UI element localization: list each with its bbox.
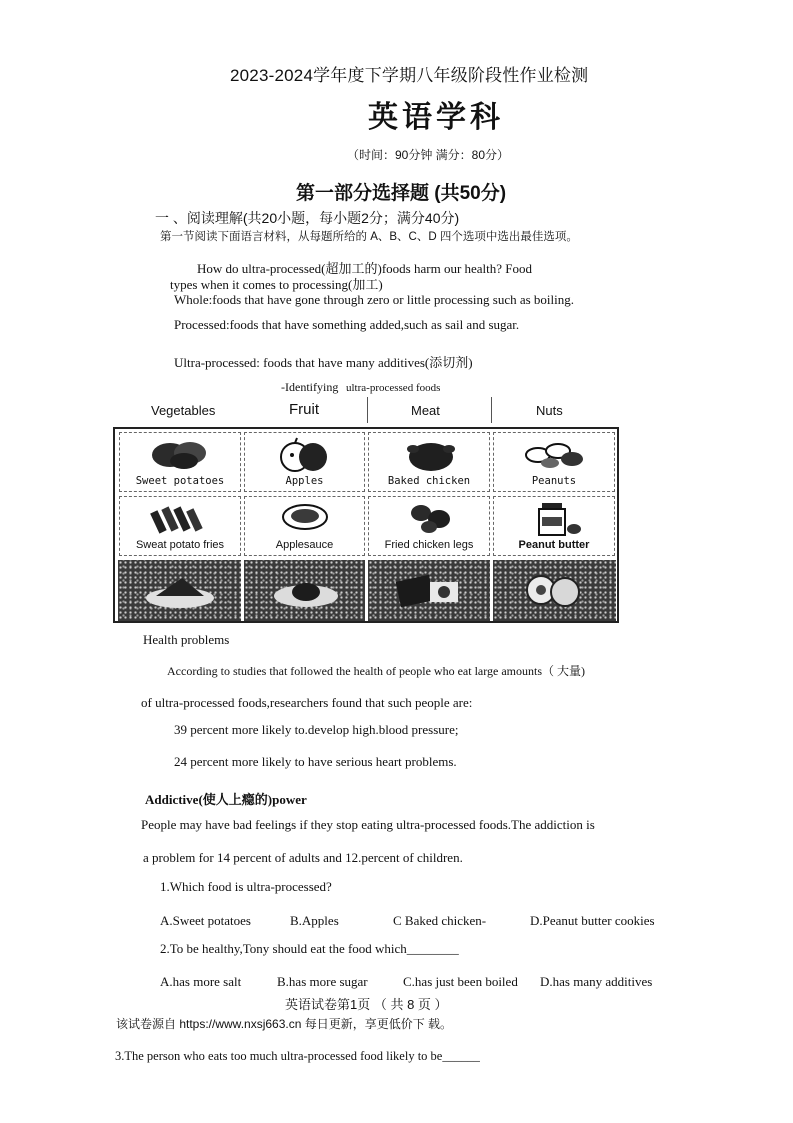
cell-baked-chicken [368, 432, 490, 492]
q1-option-c: C Baked chicken- [393, 913, 487, 928]
part-one-title: 一 、阅读理解(共20小题，每小题2分；满分40分) [155, 210, 460, 226]
exam-header-title: 2023-2024学年度下学期八年级阶段性作业检测 [230, 66, 589, 85]
header-vegetables: Vegetables [151, 403, 216, 418]
fried-chicken-icon [403, 499, 459, 535]
q2-option-a: A.has more salt [160, 974, 242, 989]
q1-option-b: B.Apples [290, 913, 339, 928]
cell-apples [244, 432, 365, 492]
cell-applesauce [244, 496, 365, 556]
addictive-line2: a problem for 14 percent of adults and 12.percent of children. [143, 850, 463, 865]
label-fried-chicken-legs: Fried chicken legs [384, 539, 474, 551]
sweet-potatoes-icon [148, 437, 214, 471]
q1-option-a: A.Sweet potatoes [160, 913, 251, 928]
label-peanut-butter: Peanut butter [518, 539, 590, 551]
question-2: 2.To be healthy,Tony should eat the food which________ [160, 941, 459, 956]
q2-option-b: B.has more sugar [277, 974, 368, 989]
cell-sweet-potato-fries [119, 496, 241, 556]
apples-icon [275, 437, 335, 473]
peanut-butter-cookies-icon [517, 568, 593, 612]
header-nuts: Nuts [536, 403, 563, 418]
ultra-processed-definition: Ultra-processed: foods that have many additives(添切剂) [174, 355, 473, 370]
health-bullet1: 39 percent more likely to.develop high.blood pressure; [174, 722, 459, 737]
sweet-potato-pie-icon [142, 572, 218, 610]
ultra-processed-photo-vegetables [118, 560, 241, 621]
applesauce-bowl-icon [277, 501, 333, 537]
chicken-nuggets-box-icon [390, 568, 470, 612]
page-number: 英语试卷第1页 （ 共 8 页 ） [285, 997, 448, 1012]
health-line1: According to studies that followed the health of people who eat large amounts（ 大量) [167, 664, 586, 678]
cell-peanut-butter [493, 496, 615, 556]
label-sweet-potato-fries: Sweat potato fries [135, 539, 225, 551]
identifying-label-b: ultra-processed foods [346, 382, 441, 394]
question-1: 1.Which food is ultra-processed? [160, 879, 332, 894]
source-note: 该试卷源自 https://www.nxsj663.cn 每日更新，享更低价下 载。 [116, 1017, 453, 1031]
header-divider [367, 397, 368, 423]
processed-definition: Processed:foods that have something added,such as sail and sugar. [174, 317, 520, 332]
section-title: 第一部分选择题 (共50分) [296, 183, 507, 204]
label-peanuts: Peanuts [531, 475, 577, 487]
passage-intro-line2: types when it comes to processing(加工) [170, 277, 383, 292]
health-bullet2: 24 percent more likely to have serious heart problems. [174, 754, 457, 769]
food-grid [113, 427, 619, 623]
subject-title: 英语学科 [368, 101, 504, 134]
identifying-label-a: -Identifying [281, 380, 339, 394]
peanut-butter-jar-icon [528, 499, 584, 537]
ultra-processed-photo-fruit [244, 560, 365, 621]
time-info: （时间：90分钟 满分：80分） [347, 148, 510, 162]
whole-definition: Whole:foods that have gone through zero or little processing such as boiling. [174, 292, 575, 307]
cell-fried-chicken-legs [368, 496, 490, 556]
ultra-processed-photo-nuts [493, 560, 616, 621]
header-fruit: Fruit [289, 401, 319, 418]
header-meat: Meat [411, 403, 440, 418]
ultra-processed-photo-meat [368, 560, 490, 621]
label-sweet-potatoes: Sweet potatoes [135, 475, 225, 487]
fries-icon [148, 501, 214, 535]
cell-peanuts [493, 432, 615, 492]
label-applesauce: Applesauce [275, 539, 334, 551]
q2-option-d: D.has many additives [540, 974, 653, 989]
addictive-line1: People may have bad feelings if they stop eating ultra-processed foods.The addiction is [141, 817, 595, 832]
label-baked-chicken: Baked chicken [387, 475, 471, 487]
food-table [113, 397, 619, 625]
part-one-instruction: 第一节阅读下面语言材料，从每题所给的 A、B、C、D 四个选项中选出最佳选项。 [160, 231, 578, 243]
q1-option-d: D.Peanut butter cookies [530, 913, 655, 928]
label-apples: Apples [285, 475, 324, 487]
q2-option-c: C.has just been boiled [403, 974, 518, 989]
apple-pie-icon [268, 572, 344, 610]
baked-chicken-icon [403, 439, 459, 473]
health-line2: of ultra-processed foods,researchers found that such people are: [141, 695, 473, 710]
peanuts-icon [522, 439, 588, 471]
addictive-heading: Addictive(使人上瘾的)power [145, 792, 307, 807]
cell-sweet-potatoes [119, 432, 241, 492]
health-heading: Health problems [143, 632, 230, 647]
passage-intro-line1: How do ultra-processed(超加工的)foods harm our health? Food [197, 261, 533, 276]
question-3: 3.The person who eats too much ultra-processed food likely to be______ [115, 1049, 480, 1063]
header-divider [491, 397, 492, 423]
